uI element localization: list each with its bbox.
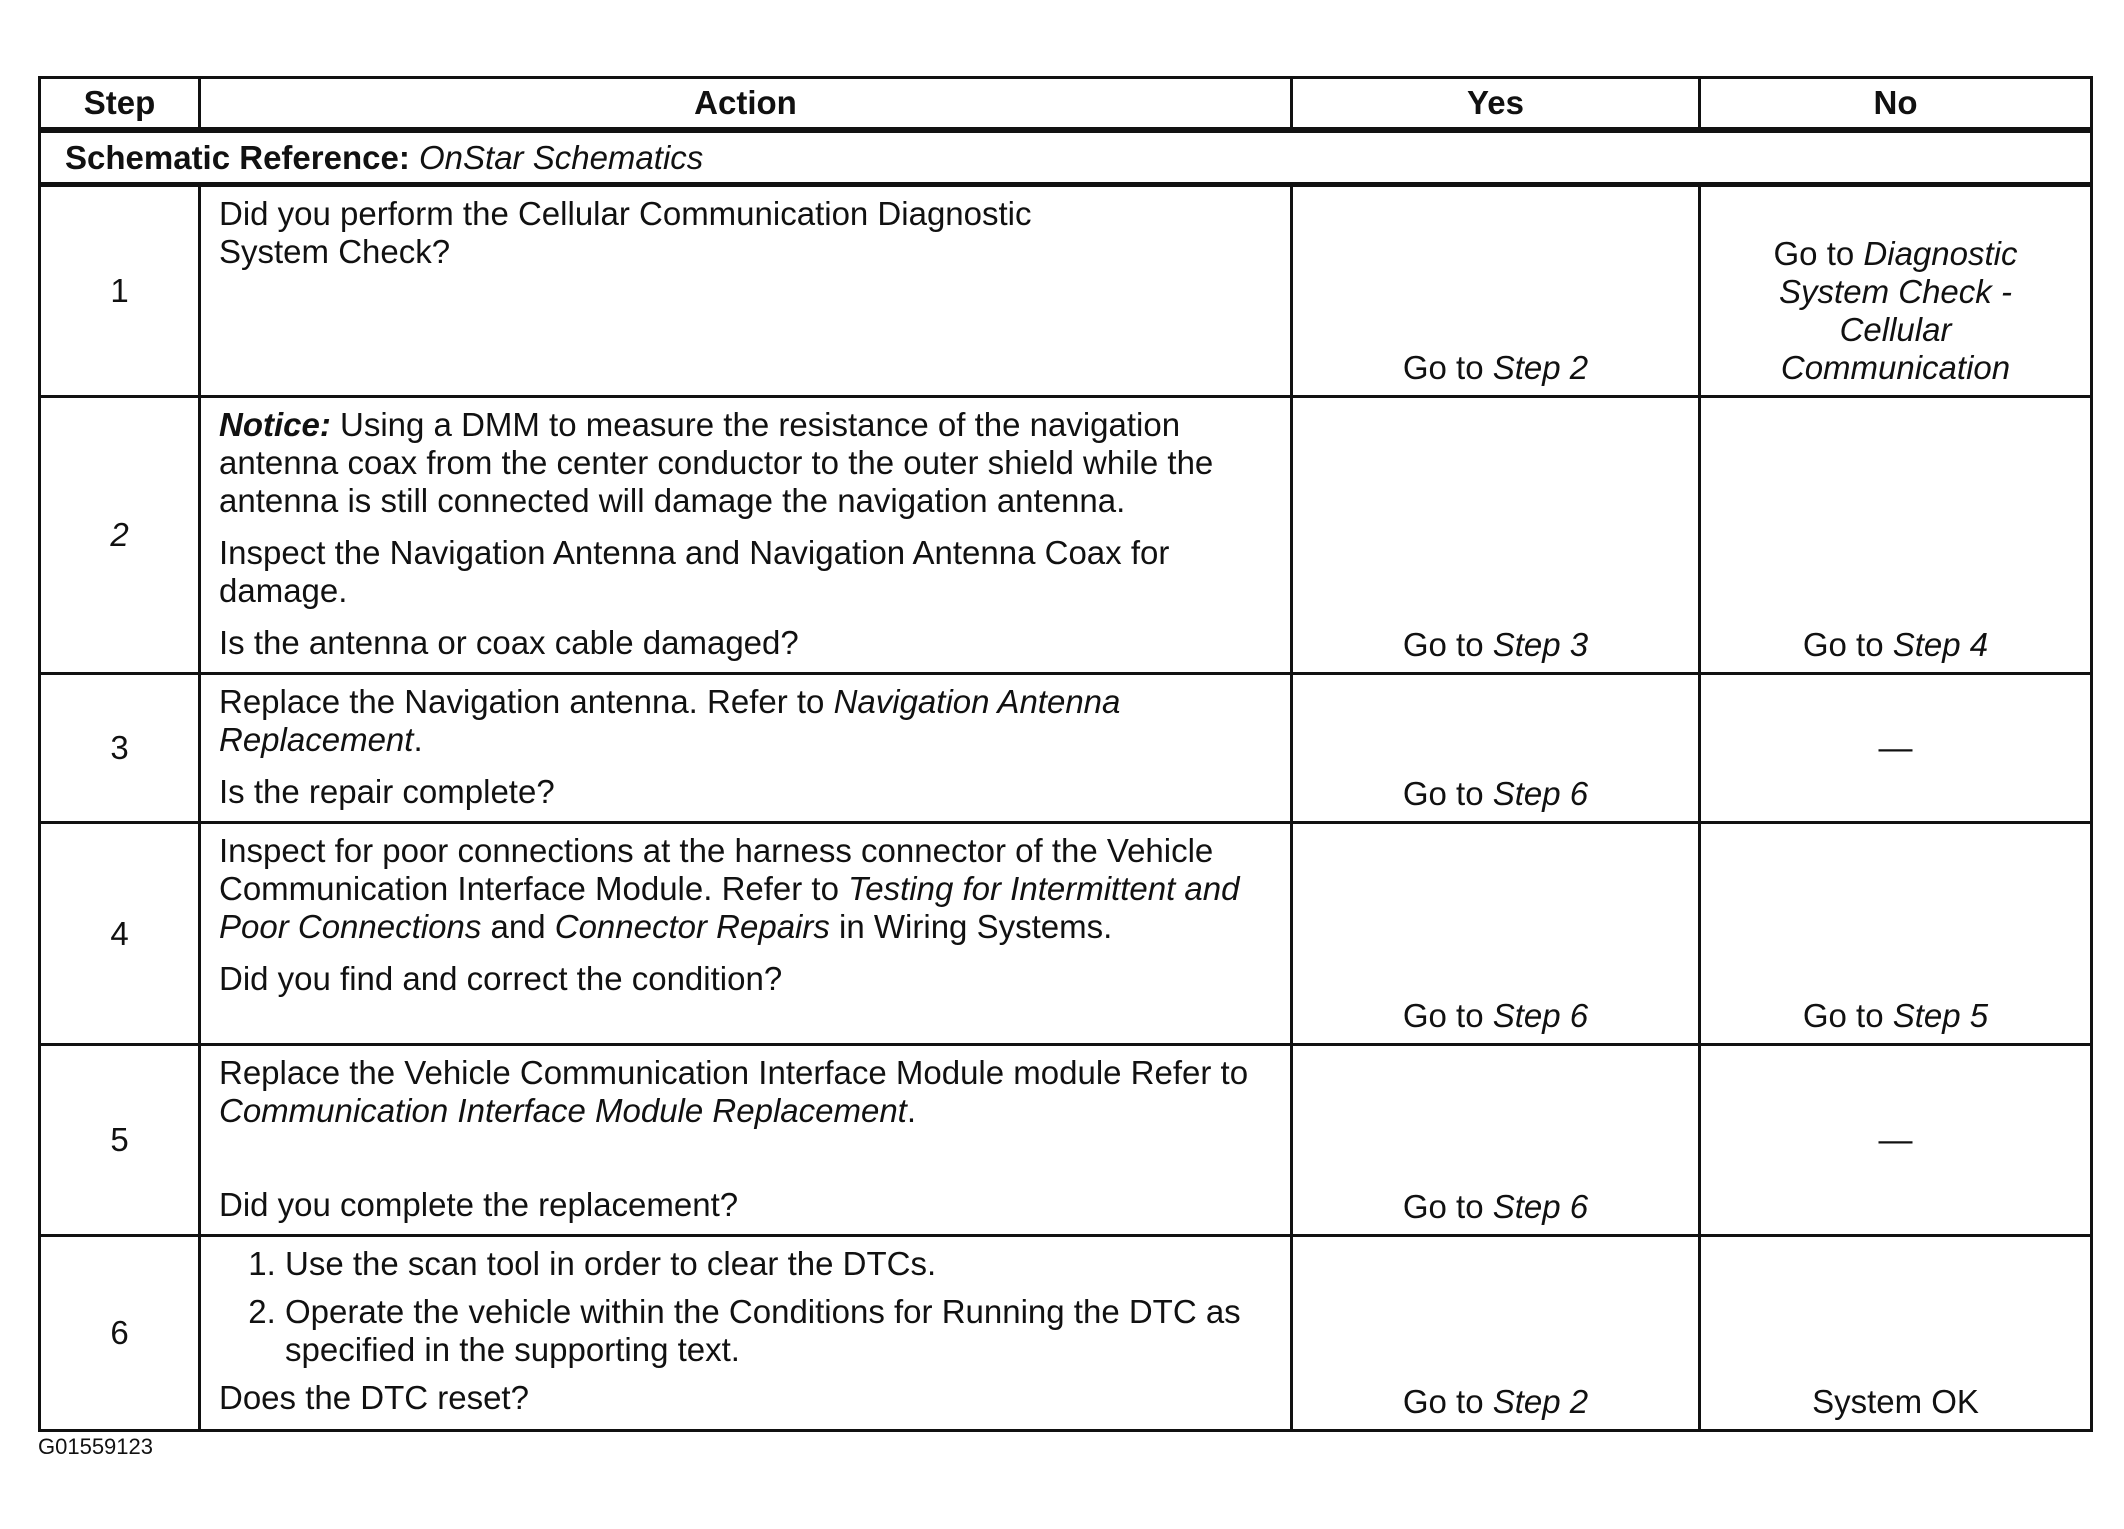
- instruction-text: Inspect for poor connections at the harness connector of the Vehicle Communication Interface Module. Refer to: [219, 832, 1214, 907]
- diagnostic-table: [38, 76, 2093, 1432]
- go-to-label: Go to: [1773, 235, 1855, 272]
- table-row: [40, 674, 2092, 823]
- yes-cell: [1292, 185, 1700, 397]
- no-ref-link[interactable]: Communication: [1780, 349, 2011, 386]
- action-cell: [200, 1236, 1292, 1431]
- no-cell: [1700, 185, 2092, 397]
- instruction-text: and: [481, 908, 555, 945]
- action-cell: [200, 1045, 1292, 1236]
- no-step-link[interactable]: Step 4: [1892, 626, 1989, 663]
- yes-cell: [1292, 1236, 1700, 1431]
- list-item: 1. Use the scan tool in order to clear the DTCs.: [285, 1245, 1274, 1283]
- yes-step-link[interactable]: Step 6: [1492, 1188, 1589, 1225]
- list-item: 2. Operate the vehicle within the Conditions for Running the DTC as specified in the supporting text.: [285, 1293, 1274, 1369]
- schematic-reference-label: Schematic Reference:: [65, 138, 410, 176]
- go-to-label: Go to: [1402, 349, 1484, 386]
- yes-cell: [1292, 397, 1700, 674]
- no-step-link[interactable]: Step 5: [1892, 997, 1989, 1034]
- go-to-label: Go to: [1402, 997, 1484, 1034]
- procedure-link[interactable]: Navigation Antenna Replacement: [219, 683, 1121, 758]
- table-row: [40, 1045, 2092, 1236]
- notice-text: Using a DMM to measure the resistance of the navigation antenna coax from the center conductor to the outer shield while the antenna is still connected will damage the navigation antenna.: [219, 406, 1214, 519]
- action-question: Does the DTC reset?: [219, 1379, 529, 1416]
- table-row: [40, 185, 2092, 397]
- go-to-label: Go to: [1402, 626, 1484, 663]
- step-number: 5: [40, 1045, 200, 1236]
- table-row: [40, 397, 2092, 674]
- action-question: Is the repair complete?: [219, 773, 555, 810]
- go-to-label: Go to: [1402, 775, 1484, 812]
- yes-header: Yes: [1292, 78, 1700, 131]
- action-cell: [200, 397, 1292, 674]
- instruction-text: Replace the Navigation antenna. Refer to: [219, 683, 834, 720]
- instruction-text: in Wiring Systems.: [829, 908, 1113, 945]
- instruction-text: .: [413, 721, 423, 758]
- header-row: [40, 78, 2092, 131]
- action-cell: [200, 185, 1292, 397]
- yes-cell: [1292, 674, 1700, 823]
- action-instruction: [219, 683, 1274, 759]
- instruction-text: .: [906, 1092, 917, 1129]
- yes-cell: [1292, 1045, 1700, 1236]
- step-header: Step: [40, 78, 200, 131]
- no-cell: [1700, 1236, 2092, 1431]
- no-ref-link[interactable]: Cellular: [1839, 311, 1952, 348]
- go-to-label: Go to: [1402, 1188, 1484, 1225]
- step-number: 3: [40, 674, 200, 823]
- action-question: Is the antenna or coax cable damaged?: [219, 624, 799, 661]
- action-question: Did you complete the replacement?: [219, 1186, 739, 1223]
- no-header: No: [1700, 78, 2092, 131]
- step-number: 6: [40, 1236, 200, 1431]
- no-dash: —: [1878, 1121, 1913, 1159]
- action-instruction: [219, 832, 1274, 946]
- notice-paragraph: [219, 406, 1274, 520]
- step-number: 1: [40, 185, 200, 397]
- no-cell: [1700, 1045, 2092, 1236]
- action-instruction: [219, 1054, 1274, 1130]
- figure-id: G01559123: [38, 1434, 153, 1459]
- no-cell: [1700, 397, 2092, 674]
- procedure-link[interactable]: Communication Interface Module Replacement: [219, 1092, 907, 1129]
- table-row: [40, 1236, 2092, 1431]
- go-to-label: Go to: [1802, 997, 1884, 1034]
- action-instruction: Inspect the Navigation Antenna and Navigation Antenna Coax for damage.: [219, 534, 1170, 609]
- schematic-reference-row: [40, 130, 2092, 185]
- yes-step-link[interactable]: Step 6: [1492, 775, 1589, 812]
- go-to-label: Go to: [1802, 626, 1884, 663]
- procedure-link[interactable]: Testing for Intermittent and Poor Connections: [219, 870, 1240, 945]
- action-steps-list: [219, 1245, 1274, 1369]
- action-question: Did you perform the Cellular Communication Diagnostic System Check?: [219, 195, 1032, 270]
- action-question: Did you find and correct the condition?: [219, 960, 783, 997]
- notice-label: Notice:: [219, 406, 331, 443]
- no-cell: [1700, 823, 2092, 1045]
- action-cell: [200, 823, 1292, 1045]
- yes-step-link[interactable]: Step 6: [1492, 997, 1589, 1034]
- step-number: 2: [40, 397, 200, 674]
- no-ref-link[interactable]: System Check -: [1779, 273, 2012, 310]
- no-dash: —: [1878, 729, 1913, 767]
- no-cell: [1700, 674, 2092, 823]
- procedure-link[interactable]: Connector Repairs: [554, 908, 830, 945]
- table-row: [40, 823, 2092, 1045]
- no-ref-link[interactable]: Diagnostic: [1863, 235, 2018, 272]
- yes-step-link[interactable]: Step 3: [1492, 626, 1589, 663]
- schematic-reference: [40, 130, 2092, 185]
- action-cell: [200, 674, 1292, 823]
- schematic-reference-link[interactable]: OnStar Schematics: [419, 138, 704, 176]
- action-header: Action: [200, 78, 1292, 131]
- yes-step-link[interactable]: Step 2: [1492, 1383, 1589, 1420]
- go-to-label: Go to: [1402, 1383, 1484, 1420]
- no-result: System OK: [1812, 1383, 1979, 1420]
- yes-step-link[interactable]: Step 2: [1492, 349, 1589, 386]
- yes-cell: [1292, 823, 1700, 1045]
- instruction-text: Replace the Vehicle Communication Interface Module module Refer to: [219, 1054, 1249, 1091]
- step-number: 4: [40, 823, 200, 1045]
